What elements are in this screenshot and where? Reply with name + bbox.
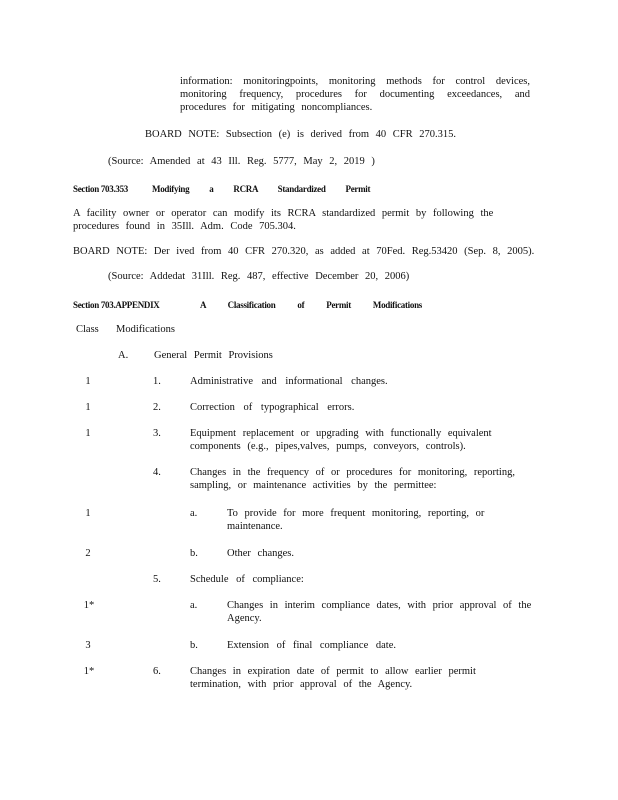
board-note-2: BOARD NOTE: Der ived from 40 CFR 270.320, as added at 70Fed. Reg.53420 (Sep. 8, 2005). [73, 246, 535, 257]
row-text: Changes in interim compliance dates, with prior approval of the Agency. [227, 600, 532, 624]
row-number: 3. [153, 428, 161, 439]
source-note-1: (Source: Amended at 43 Ill. Reg. 5777, May 2, 2019 ) [108, 156, 375, 167]
source-note-2: (Source: Addedat 31Ill. Reg. 487, effective December 20, 2006) [108, 271, 410, 282]
row-class: 2 [85, 548, 91, 559]
row-number: 6. [153, 666, 161, 677]
row-number: 4. [153, 467, 161, 478]
group-a-title: General Permit Provisions [154, 350, 273, 361]
row-sub-letter: a. [190, 600, 198, 611]
row-class: 1 [85, 402, 91, 413]
row-class: 1* [83, 666, 95, 677]
row-class: 1 [85, 428, 91, 439]
section-title-2: A Classification of Permit Modifications [200, 300, 422, 310]
row-text: Extension of final compliance date. [227, 640, 396, 651]
row-text: Changes in expiration date of permit to allow earlier permit termination, with prior approval of the Agency. [190, 666, 476, 690]
row-text: Changes in the frequency of or procedures for monitoring, reporting, sampling, or maintenance activities by the permittee: [190, 467, 515, 491]
section-number-1: Section 703.353 [73, 184, 128, 194]
row-text: Other changes. [227, 548, 294, 559]
row-text: Equipment replacement or upgrading with functionally equivalent components (e.g., pipes,valves, pumps, conveyors, controls). [190, 428, 492, 452]
row-sub-letter: b. [190, 640, 198, 651]
paragraph-1: A facility owner or operator can modify its RCRA standardized permit by following the procedures found in 35Ill. Adm. Code 705.304. [73, 208, 494, 232]
row-class: 1 [85, 508, 91, 519]
row-text: Administrative and informational changes. [190, 376, 388, 387]
section-title-1: Modifying a RCRA Standardized Permit [152, 184, 371, 194]
row-sub-letter: a. [190, 508, 198, 519]
intro-paragraph: information: monitoringpoints, monitoring methods for control devices, monitoring frequency, procedures for documenting exceedances, and procedures for mitigating noncompliances. [180, 76, 530, 113]
board-note-1: BOARD NOTE: Subsection (e) is derived from 40 CFR 270.315. [145, 129, 457, 140]
row-number: 1. [153, 376, 161, 387]
group-a-letter: A. [118, 350, 129, 361]
column-header-modifications: Modifications [116, 324, 175, 335]
column-header-class: Class [76, 324, 99, 335]
row-number: 5. [153, 574, 161, 585]
row-class: 3 [85, 640, 91, 651]
row-class: 1 [85, 376, 91, 387]
row-number: 2. [153, 402, 161, 413]
row-class: 1* [83, 600, 95, 611]
row-sub-letter: b. [190, 548, 198, 559]
row-text: To provide for more frequent monitoring, reporting, or maintenance. [227, 508, 485, 532]
row-text: Correction of typographical errors. [190, 402, 355, 413]
section-number-2: Section 703.APPENDIX [73, 300, 160, 310]
row-text: Schedule of compliance: [190, 574, 304, 585]
